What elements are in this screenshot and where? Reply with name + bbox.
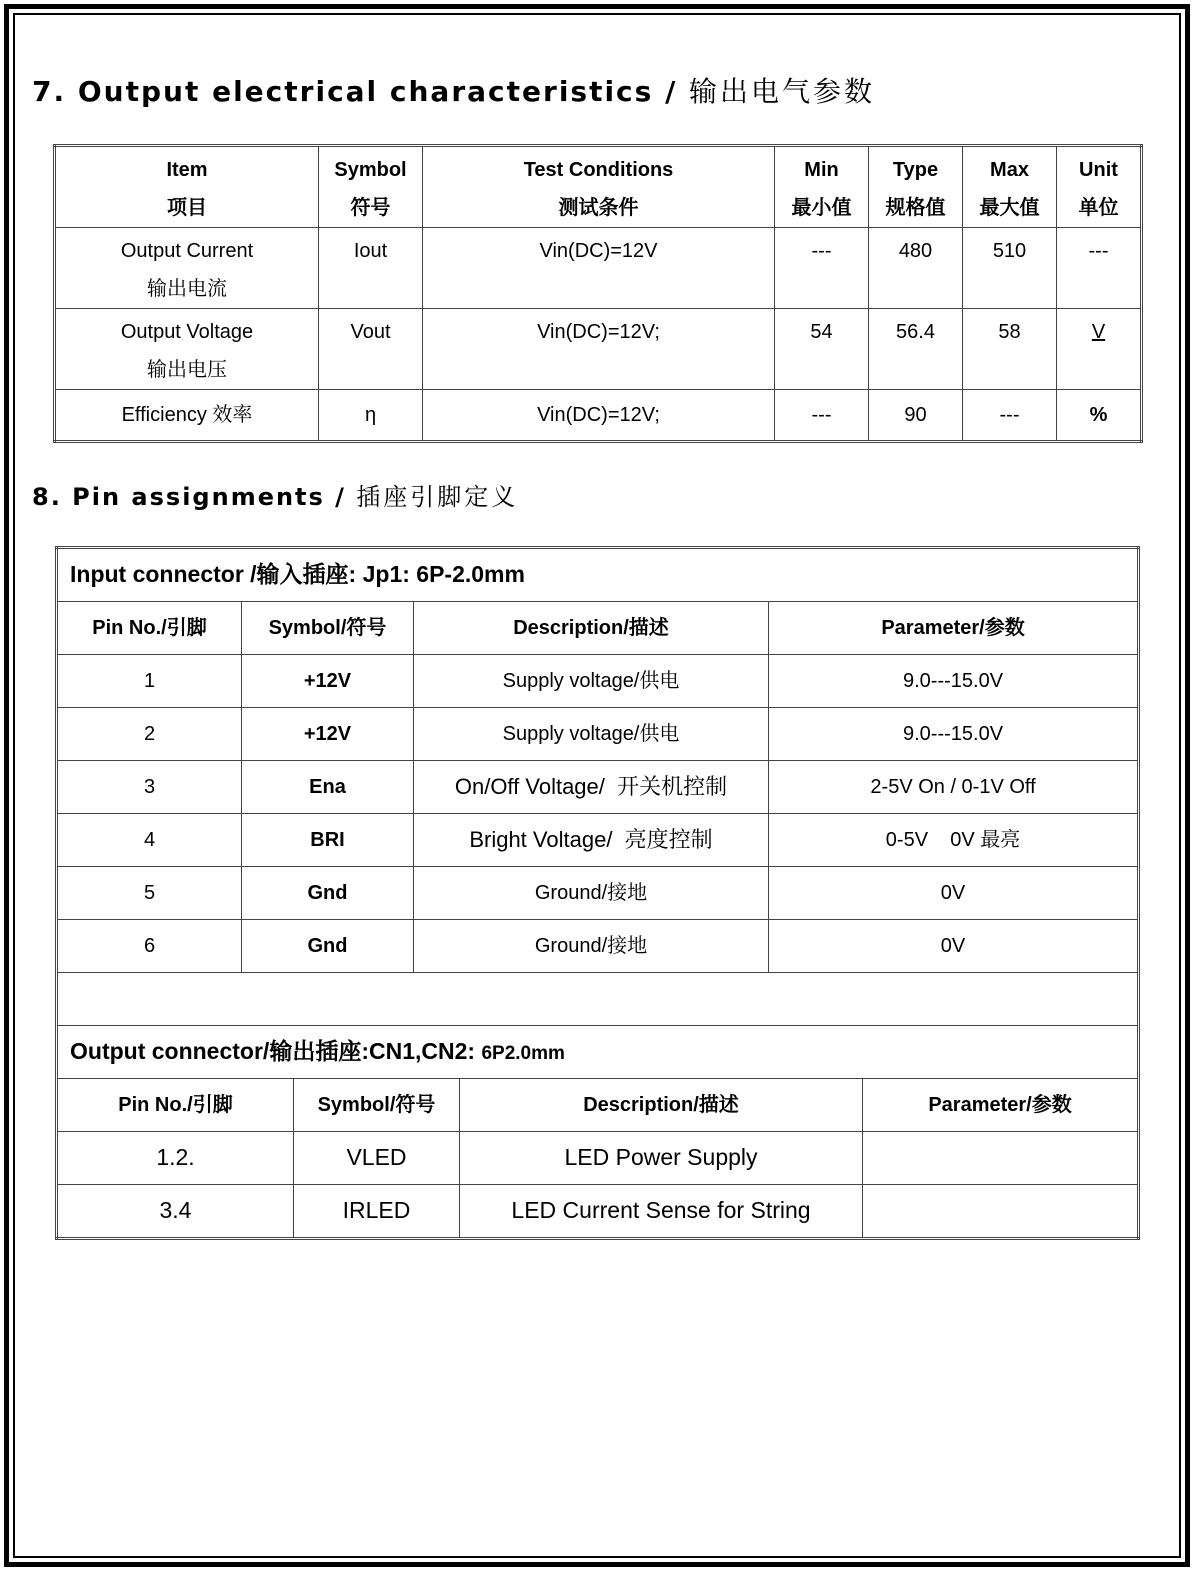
table-row [57,655,1139,708]
pin-cell: 1.2. [57,1132,294,1185]
output-connector-caption-row [57,1026,1139,1079]
parameter-cell: 0-5V 0V 最亮 [769,814,1139,867]
parameter-cell [863,1185,1139,1239]
section-8-heading-cn: 插座引脚定义 [356,483,519,511]
header-unit: Unit 单位 [1057,146,1142,228]
header-parameter: Parameter/参数 [863,1079,1139,1132]
section-7-heading [32,70,875,110]
header-parameter: Parameter/参数 [769,602,1139,655]
symbol-cell: +12V [242,655,414,708]
description-cell: LED Power Supply [460,1132,863,1185]
header-test-conditions: Test Conditions 测试条件 [423,146,775,228]
table-row [55,228,1142,309]
header-description: Description/描述 [460,1079,863,1132]
output-characteristics-table [53,144,1143,443]
symbol-cell: Ena [242,761,414,814]
unit-cell: --- [1057,228,1142,309]
max-cell: 58 [963,309,1057,390]
type-cell: 56.4 [869,309,963,390]
table-row [57,920,1139,973]
type-cell: 480 [869,228,963,309]
max-cell: --- [963,390,1057,442]
symbol-cell: +12V [242,708,414,761]
type-cell: 90 [869,390,963,442]
header-symbol: Symbol 符号 [319,146,423,228]
spacer-cell [57,973,1139,1026]
symbol-cell: Vout [319,309,423,390]
header-symbol: Symbol/符号 [242,602,414,655]
header-max: Max 最大值 [963,146,1057,228]
table-row [57,814,1139,867]
output-connector-caption: Output connector/输出插座:CN1,CN2: 6P2.0mm [57,1026,1139,1079]
condition-cell: Vin(DC)=12V; [423,309,775,390]
symbol-cell: η [319,390,423,442]
table-row [57,1132,1139,1185]
section-8-heading [32,477,518,512]
symbol-cell: VLED [294,1132,460,1185]
pin-cell: 6 [57,920,242,973]
parameter-cell: 0V [769,920,1139,973]
pin-cell: 4 [57,814,242,867]
description-cell: Ground/接地 [414,867,769,920]
section-7-heading-cn: 输出电气参数 [689,75,876,108]
pin-cell: 2 [57,708,242,761]
max-cell: 510 [963,228,1057,309]
min-cell: 54 [775,309,869,390]
pin-cell: 3.4 [57,1185,294,1239]
symbol-cell: Gnd [242,867,414,920]
section-7-heading-en: 7. Output electrical characteristics / [32,75,678,108]
header-type: Type 规格值 [869,146,963,228]
unit-cell: % [1057,390,1142,442]
condition-cell: Vin(DC)=12V; [423,390,775,442]
input-header-row [57,602,1139,655]
spacer-row [57,973,1139,1026]
header-min: Min 最小值 [775,146,869,228]
table-row [57,1185,1139,1239]
header-pin-no: Pin No./引脚 [57,1079,294,1132]
header-symbol: Symbol/符号 [294,1079,460,1132]
pin-cell: 3 [57,761,242,814]
section-8-heading-en: 8. Pin assignments / [32,483,346,511]
parameter-cell: 9.0---15.0V [769,708,1139,761]
symbol-cell: IRLED [294,1185,460,1239]
table-row [57,708,1139,761]
min-cell: --- [775,228,869,309]
table-header-row [55,146,1142,228]
description-cell: On/Off Voltage/ 开关机控制 [414,761,769,814]
output-header-row [57,1079,1139,1132]
parameter-cell: 2-5V On / 0-1V Off [769,761,1139,814]
table-row [57,867,1139,920]
table-row [57,761,1139,814]
pin-cell: 1 [57,655,242,708]
table-row [55,309,1142,390]
pin-assignments-table [55,546,1140,1240]
header-description: Description/描述 [414,602,769,655]
item-cell: Output Voltage 输出电压 [55,309,319,390]
header-pin-no: Pin No./引脚 [57,602,242,655]
description-cell: Bright Voltage/ 亮度控制 [414,814,769,867]
condition-cell: Vin(DC)=12V [423,228,775,309]
symbol-cell: BRI [242,814,414,867]
description-cell: Supply voltage/供电 [414,708,769,761]
table-row [55,390,1142,442]
input-connector-caption: Input connector /输入插座: Jp1: 6P-2.0mm [57,548,1139,602]
symbol-cell: Iout [319,228,423,309]
description-cell: Supply voltage/供电 [414,655,769,708]
min-cell: --- [775,390,869,442]
pin-cell: 5 [57,867,242,920]
header-item: Item 项目 [55,146,319,228]
description-cell: Ground/接地 [414,920,769,973]
parameter-cell [863,1132,1139,1185]
input-connector-caption-row [57,548,1139,602]
item-cell: Efficiency 效率 [55,390,319,442]
parameter-cell: 0V [769,867,1139,920]
symbol-cell: Gnd [242,920,414,973]
description-cell: LED Current Sense for String [460,1185,863,1239]
parameter-cell: 9.0---15.0V [769,655,1139,708]
unit-cell: V [1057,309,1142,390]
item-cell: Output Current 输出电流 [55,228,319,309]
